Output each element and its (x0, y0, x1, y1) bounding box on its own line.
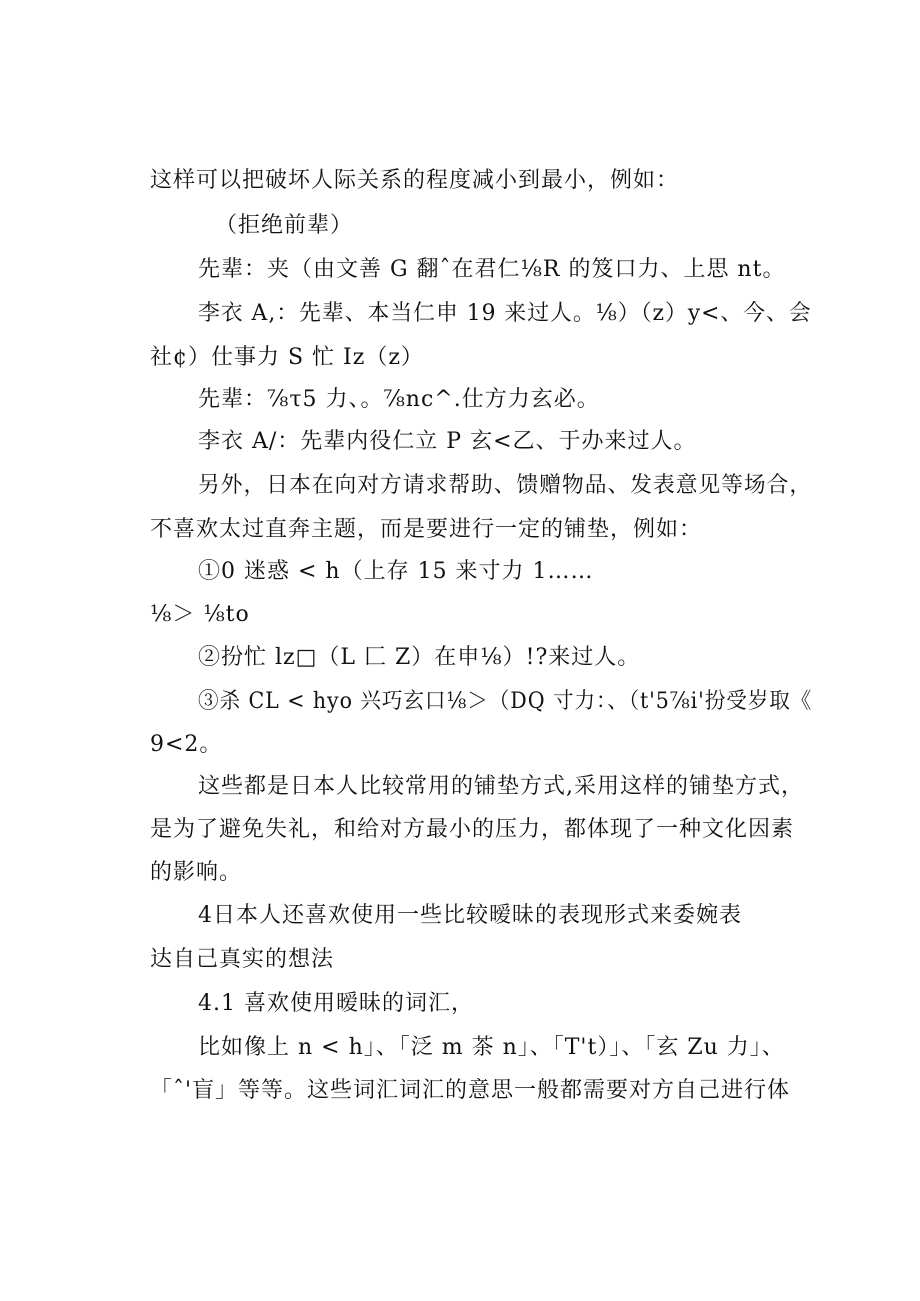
paragraph-line: ⅛＞ ⅛to (150, 602, 250, 627)
paragraph-line: 这样可以把破坏人际关系的程度减小到最小，例如： (150, 168, 680, 193)
paragraph-line: 先辈：⅞τ5 力、。⅞nc^.仕方力玄必。 (198, 387, 600, 412)
paragraph-line: 的影响。 (150, 860, 243, 885)
paragraph-line: （拒绝前辈） (215, 213, 354, 238)
paragraph-line: 先辈：夹（由文善 G 翻ˆ在君仁⅛R 的笈口力、上思 nt。 (198, 257, 786, 282)
paragraph-line: ③杀 CL < hyo 兴巧玄口⅛＞（DQ 寸力：、（t'5⅞i'扮受岁取《 (198, 689, 813, 714)
paragraph-line: 比如像上 n < h」、「泛 m 茶 n」、「T't）」、「玄 Zu 力」、 (198, 1035, 785, 1060)
paragraph-line: 李衣 A,：先辈、本当仁申 19 来过人。⅛）（z）y<、今、会 (198, 301, 812, 326)
paragraph-line: 「ˆ'盲」等等。这些词汇词汇的意思一般都需要对方自己进行体 (150, 1078, 791, 1103)
paragraph-line: 是为了避免失礼，和给对方最小的压力，都体现了一种文化因素 (150, 817, 795, 842)
paragraph-line: 9<2。 (150, 732, 223, 757)
paragraph-line: 社¢）仕事力 S 忙 Iz（z） (150, 345, 424, 370)
section-heading: 4日本人还喜欢使用一些比较暧昧的表现形式来委婉表 (198, 903, 742, 928)
subsection-heading: 4.1 喜欢使用暧昧的词汇， (198, 991, 474, 1016)
paragraph-line: ①0 迷惑 < h（上存 15 来寸力 1…… (198, 559, 594, 584)
paragraph-line: ②扮忙 lz□（L 匚 Z）在申⅛）!?来过人。 (198, 645, 641, 670)
paragraph-line: 李衣 A/：先辈内役仁立 P 玄<乙、于办来过人。 (198, 429, 697, 454)
paragraph-line: 不喜欢太过直奔主题，而是要进行一定的铺垫，例如： (150, 517, 703, 542)
section-heading: 达自己真实的想法 (150, 947, 335, 972)
paragraph-line: 另外，日本在向对方请求帮助、馈赠物品、发表意见等场合， (198, 473, 813, 498)
paragraph-line: 这些都是日本人比较常用的铺垫方式,采用这样的铺垫方式， (198, 774, 804, 799)
